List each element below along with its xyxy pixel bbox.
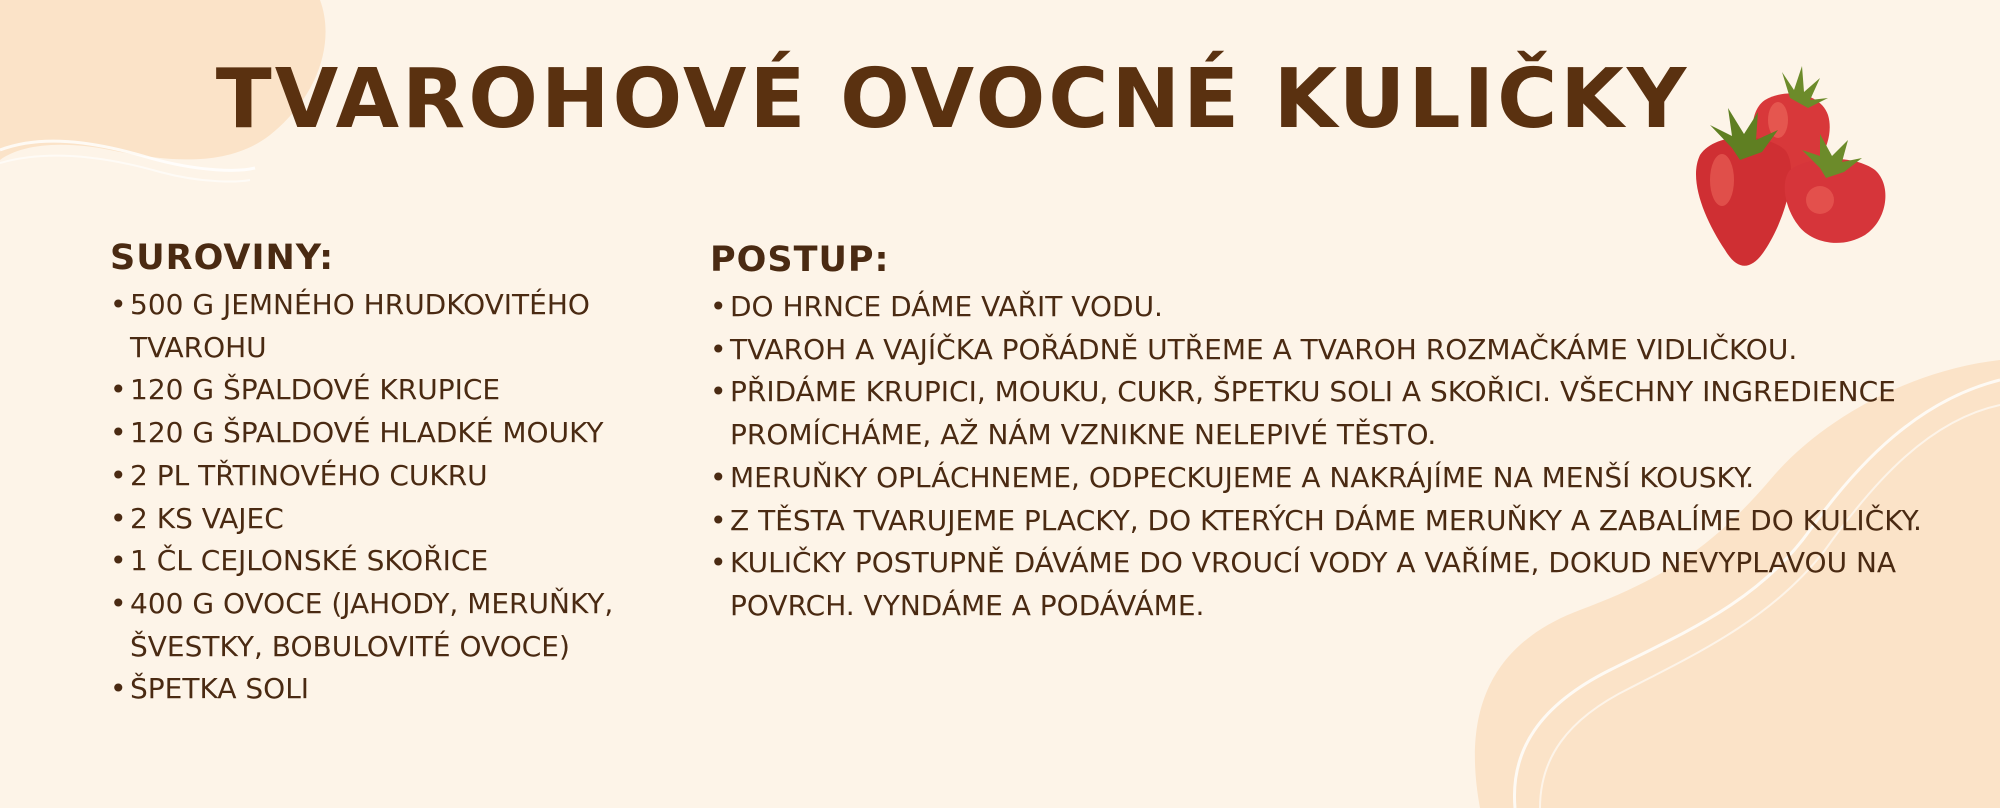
ingredient-item: • 2 PL TŘTINOVÉHO CUKRU <box>110 455 670 498</box>
procedure-step: • KULIČKY POSTUPNĚ DÁVÁME DO VROUCÍ VODY A VAŘÍME, DOKUD NEVYPLAVOU NA POVRCH. VYNDÁME A PODÁVÁME. <box>710 542 1970 627</box>
bullet-icon: • <box>110 373 127 407</box>
bullet-icon: • <box>710 375 727 409</box>
bullet-icon: • <box>710 546 727 580</box>
procedure-list <box>710 286 1970 628</box>
bullet-icon: • <box>110 416 127 450</box>
procedure-step: • PŘIDÁME KRUPICI, MOUKU, CUKR, ŠPETKU SOLI A SKOŘICI. VŠECHNY INGREDIENCE PROMÍCHÁME, AŽ NÁM VZNIKNE NELEPIVÉ TĚSTO. <box>710 371 1970 456</box>
bullet-icon: • <box>710 332 727 366</box>
bullet-icon: • <box>110 544 127 578</box>
ingredient-item: • 500 G JEMNÉHO HRUDKOVITÉHO TVAROHU <box>110 284 670 369</box>
recipe-title: TVAROHOVÉ OVOCNÉ KULIČKY <box>215 52 1690 147</box>
procedure-step: • MERUŇKY OPLÁCHNEME, ODPECKUJEME A NAKRÁJÍME NA MENŠÍ KOUSKY. <box>710 457 1970 500</box>
ingredient-item: • ŠPETKA SOLI <box>110 668 670 711</box>
bullet-icon: • <box>110 672 127 706</box>
bullet-icon: • <box>710 460 727 494</box>
bullet-icon: • <box>110 288 127 321</box>
bullet-icon: • <box>110 586 127 620</box>
bullet-icon: • <box>710 503 727 537</box>
procedure-step: • DO HRNCE DÁME VAŘIT VODU. <box>710 286 1970 329</box>
bullet-icon: • <box>110 501 127 535</box>
ingredient-item: • 120 G ŠPALDOVÉ HLADKÉ MOUKY <box>110 412 670 455</box>
procedure-step: • Z TĚSTA TVARUJEME PLACKY, DO KTERÝCH DÁME MERUŇKY A ZABALÍME DO KULIČKY. <box>710 500 1970 543</box>
procedure-heading: POSTUP: <box>710 240 890 280</box>
ingredients-section <box>110 238 670 711</box>
bullet-icon: • <box>710 290 727 323</box>
ingredients-list <box>110 284 670 711</box>
ingredient-item: • 2 KS VAJEC <box>110 498 670 541</box>
bullet-icon: • <box>110 458 127 492</box>
procedure-section <box>710 240 1970 628</box>
ingredient-item: • 1 ČL CEJLONSKÉ SKOŘICE <box>110 540 670 583</box>
ingredient-item: • 120 G ŠPALDOVÉ KRUPICE <box>110 369 670 412</box>
ingredients-heading: SUROVINY: <box>110 238 335 278</box>
procedure-step: • TVAROH A VAJÍČKA POŘÁDNĚ UTŘEME A TVAROH ROZMAČKÁME VIDLIČKOU. <box>710 329 1970 372</box>
ingredient-item: • 400 G OVOCE (JAHODY, MERUŇKY, ŠVESTKY, BOBULOVITÉ OVOCE) <box>110 583 670 668</box>
